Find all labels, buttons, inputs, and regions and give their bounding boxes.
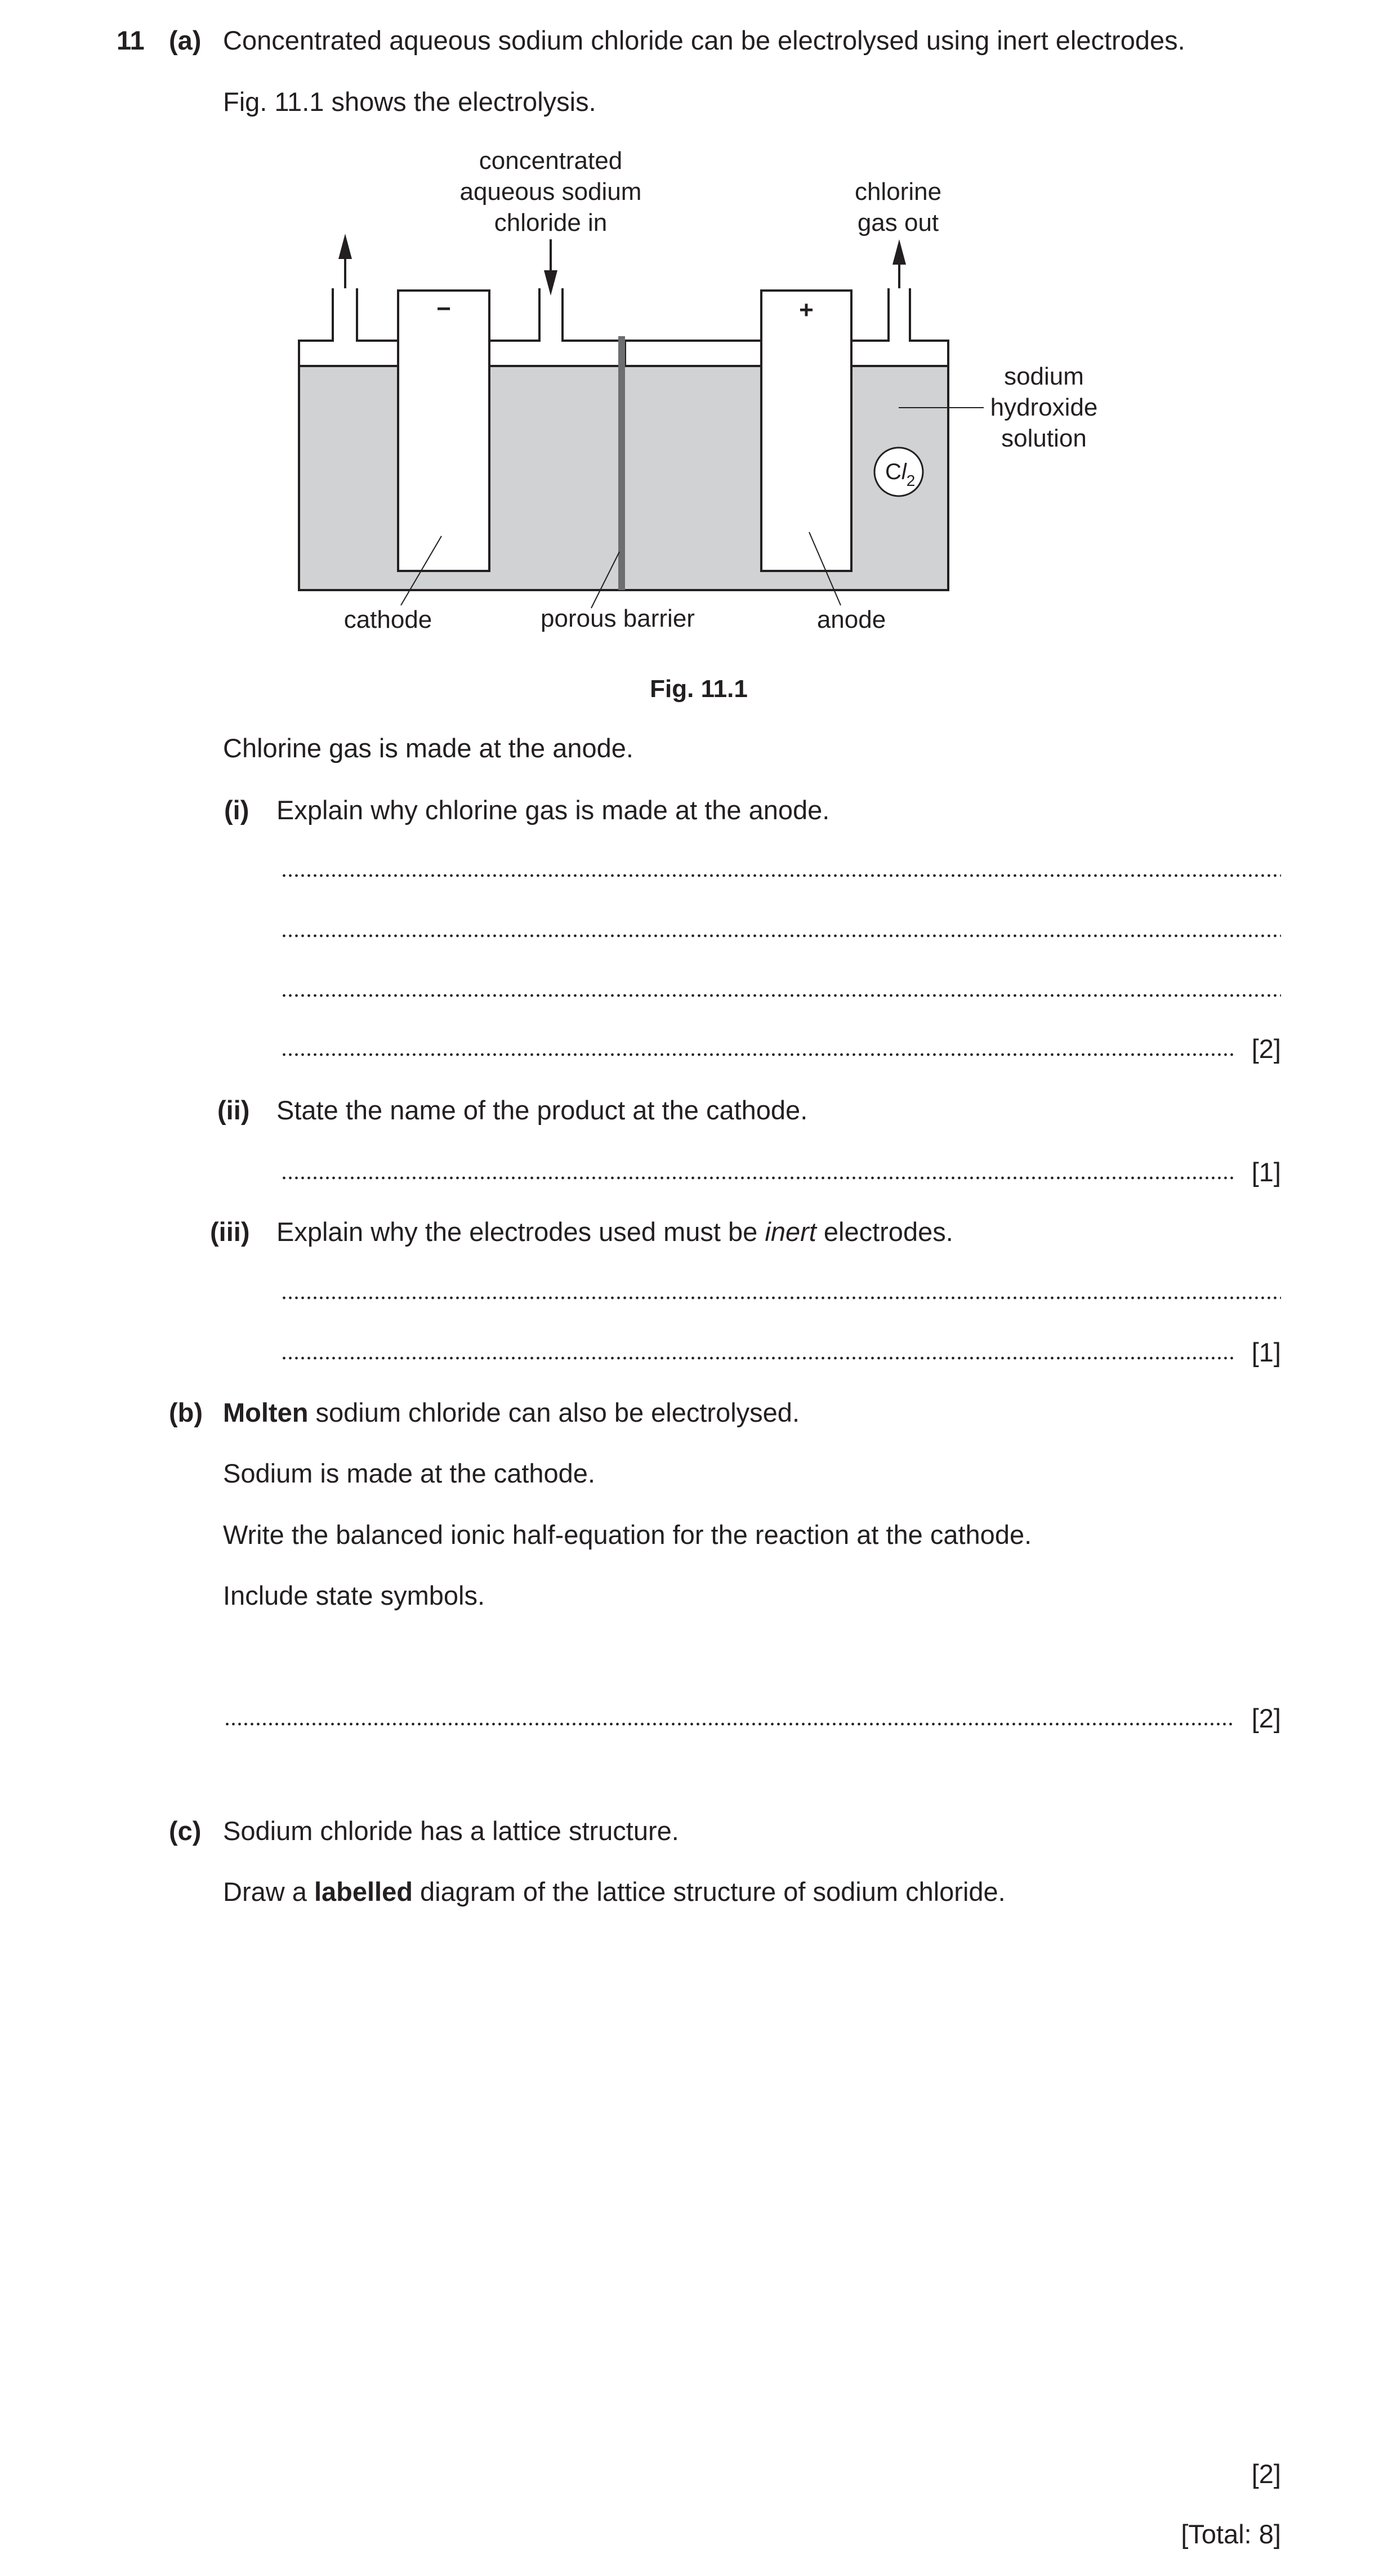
answer-line-i-3[interactable]: [281, 994, 1281, 997]
part-ii-text: State the name of the product at the cathode.: [276, 1095, 808, 1125]
arrow-down-inlet: [544, 239, 557, 296]
inlet-label-line1: concentrated: [479, 147, 623, 175]
part-iii-text: [276, 1216, 953, 1248]
part-iii-text-after: electrodes.: [816, 1217, 953, 1247]
marks-iii: [1]: [1251, 1337, 1281, 1367]
answer-line-b[interactable]: [224, 1722, 1235, 1726]
arrow-up-left: [338, 234, 352, 288]
total-marks: [Total: 8]: [1181, 2519, 1281, 2549]
part-c-line2-after: diagram of the lattice structure of sodium chloride.: [412, 1877, 1006, 1907]
cl2-symbol: C: [885, 459, 901, 484]
solution-label-line2: hydroxide: [990, 394, 1098, 421]
answer-line-iii-2[interactable]: [281, 1356, 1235, 1360]
part-b-line4: Include state symbols.: [223, 1581, 485, 1610]
figure-caption: Fig. 11.1: [650, 675, 748, 703]
part-b-line3: Write the balanced ionic half-equation for the reaction at the cathode.: [223, 1520, 1032, 1550]
drawing-area[interactable]: [223, 1926, 1282, 2449]
part-i-label: (i): [224, 795, 249, 825]
electrolysis-diagram: [0, 0, 1397, 732]
part-b-label: (b): [169, 1398, 203, 1427]
answer-line-i-1[interactable]: [281, 874, 1281, 877]
anode-label: anode: [816, 606, 886, 633]
question-number: 11: [117, 25, 145, 55]
part-i-text: Explain why chlorine gas is made at the anode.: [276, 795, 830, 825]
figure-intro: Fig. 11.1 shows the electrolysis.: [223, 87, 596, 117]
part-c-line2-bold: labelled: [314, 1877, 413, 1907]
part-b-bold: Molten: [223, 1398, 309, 1427]
inlet-label-line3: chloride in: [494, 209, 608, 236]
marks-i: [2]: [1251, 1034, 1281, 1064]
marks-c: [2]: [1251, 2459, 1281, 2489]
outlet-label-line1: chlorine: [854, 178, 942, 206]
part-iii-text-italic: inert: [765, 1217, 816, 1247]
marks-b: [2]: [1251, 1703, 1281, 1733]
part-c-line1: Sodium chloride has a lattice structure.: [223, 1816, 679, 1846]
cathode-sign: −: [436, 295, 451, 323]
outlet-label-line2: gas out: [857, 209, 939, 236]
cl2-symbol-l: l: [901, 459, 907, 484]
answer-line-i-2[interactable]: [281, 934, 1281, 937]
anode-statement: Chlorine gas is made at the anode.: [223, 733, 633, 763]
part-c-line2-before: Draw a: [223, 1877, 314, 1907]
answer-line-ii[interactable]: [281, 1176, 1235, 1180]
solution-label-line3: solution: [1001, 425, 1087, 452]
part-c-label: (c): [169, 1816, 202, 1846]
part-a-intro: Concentrated aqueous sodium chloride can be electrolysed using inert electrodes.: [223, 25, 1185, 55]
barrier-label: porous barrier: [541, 605, 695, 632]
inlet-label-line2: aqueous sodium: [459, 178, 642, 206]
cathode-electrode: [398, 291, 489, 571]
cl2-subscript: 2: [906, 472, 916, 489]
part-b-rest: sodium chloride can also be electrolysed.: [308, 1398, 800, 1427]
part-b-line1: [223, 1397, 800, 1428]
anode-electrode: [761, 291, 851, 571]
marks-ii: [1]: [1251, 1157, 1281, 1187]
part-iii-label: (iii): [210, 1217, 250, 1247]
anode-sign: +: [799, 296, 814, 324]
answer-line-i-4[interactable]: [281, 1053, 1235, 1056]
part-ii-label: (ii): [217, 1095, 250, 1125]
solution-label-line1: sodium: [1004, 363, 1084, 390]
part-c-line2: [223, 1876, 1006, 1908]
cathode-label: cathode: [343, 606, 432, 633]
arrow-up-outlet: [892, 239, 906, 288]
answer-line-iii-1[interactable]: [281, 1296, 1281, 1300]
part-b-line2: Sodium is made at the cathode.: [223, 1458, 596, 1488]
part-a-label: (a): [169, 25, 202, 55]
part-iii-text-before: Explain why the electrodes used must be: [276, 1217, 765, 1247]
